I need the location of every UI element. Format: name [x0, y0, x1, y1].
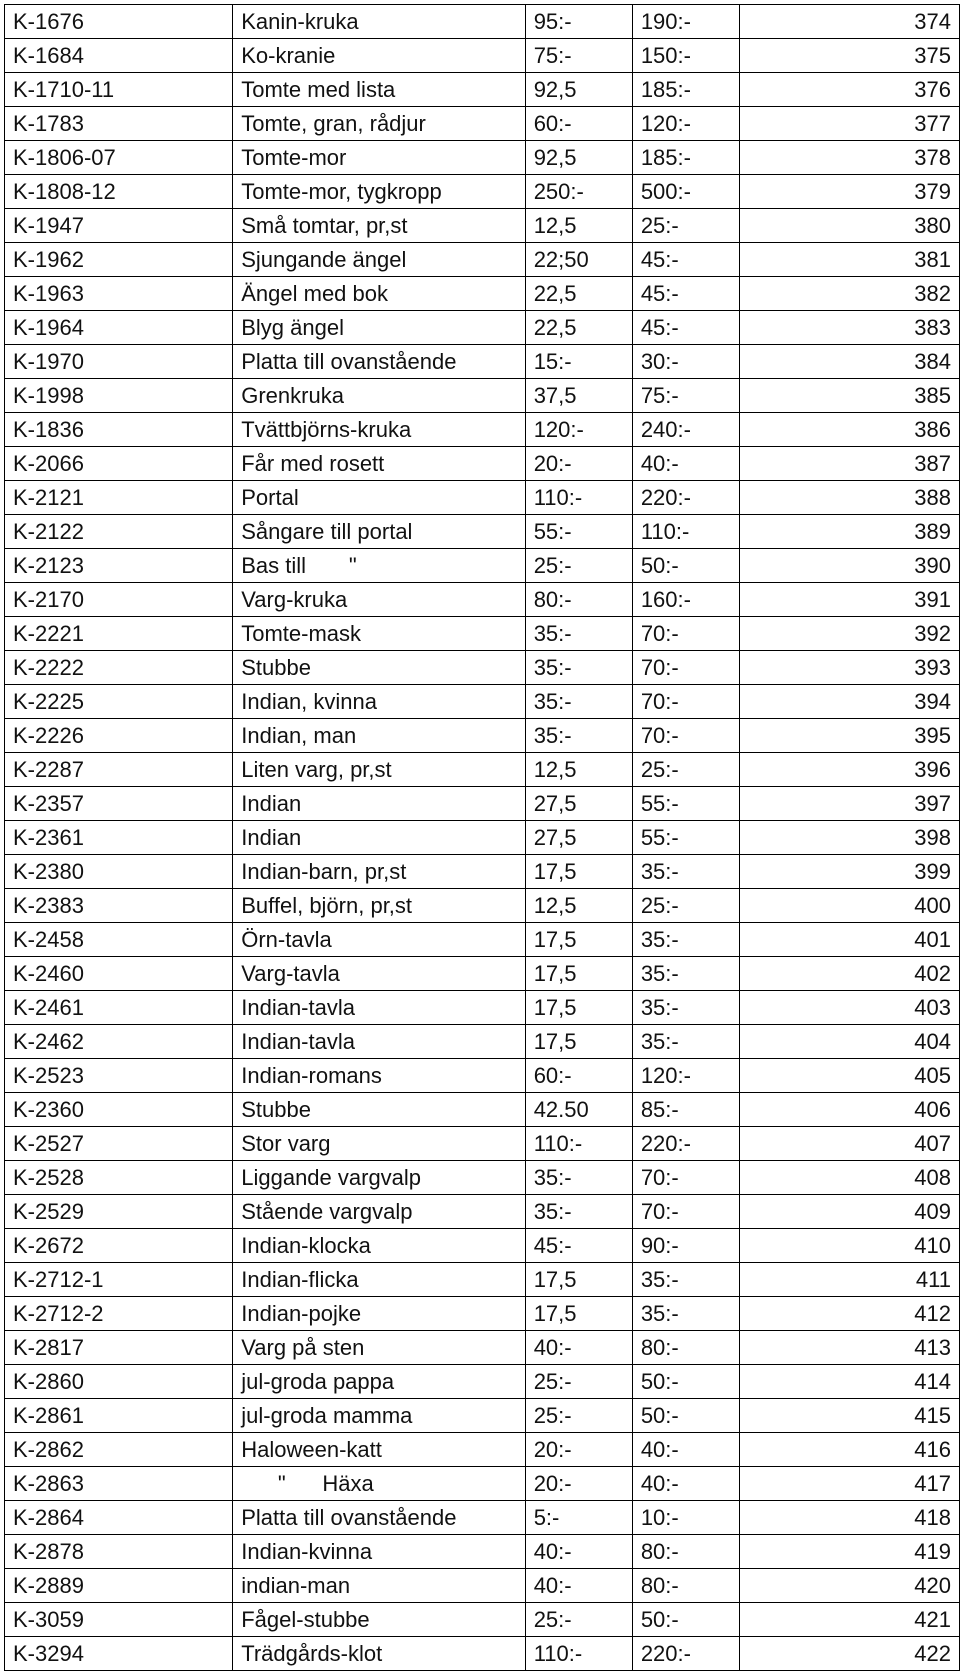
table-row [5, 855, 960, 889]
article-number: K-2121 [5, 481, 233, 515]
table-row [5, 991, 960, 1025]
article-number: K-1783 [5, 107, 233, 141]
table-row [5, 141, 960, 175]
price-1: 35:- [525, 719, 632, 753]
item-description: Stubbe [233, 651, 525, 685]
page-number: 375 [739, 39, 959, 73]
table-row [5, 1195, 960, 1229]
item-description: Indian, man [233, 719, 525, 753]
price-1: 27,5 [525, 821, 632, 855]
article-number: K-2222 [5, 651, 233, 685]
item-description: Platta till ovanstående [233, 345, 525, 379]
table-row [5, 1331, 960, 1365]
article-number: K-2712-1 [5, 1263, 233, 1297]
table-row [5, 1059, 960, 1093]
item-description: Tomte-mor [233, 141, 525, 175]
price-1: 92,5 [525, 141, 632, 175]
price-2: 35:- [632, 923, 739, 957]
page-number: 402 [739, 957, 959, 991]
item-description: " Häxa [233, 1467, 525, 1501]
item-description: Tvättbjörns-kruka [233, 413, 525, 447]
page-number: 383 [739, 311, 959, 345]
price-1: 120:- [525, 413, 632, 447]
page-number: 417 [739, 1467, 959, 1501]
page-number: 387 [739, 447, 959, 481]
price-2: 45:- [632, 243, 739, 277]
price-1: 22,5 [525, 311, 632, 345]
page-number: 393 [739, 651, 959, 685]
price-2: 70:- [632, 1161, 739, 1195]
item-description: Indian [233, 821, 525, 855]
item-description: Blyg ängel [233, 311, 525, 345]
item-description: Grenkruka [233, 379, 525, 413]
price-1: 45:- [525, 1229, 632, 1263]
table-row [5, 1399, 960, 1433]
item-description: Stor varg [233, 1127, 525, 1161]
table-row [5, 1365, 960, 1399]
table-row [5, 583, 960, 617]
item-description: Bas till " [233, 549, 525, 583]
page-number: 376 [739, 73, 959, 107]
table-row [5, 1603, 960, 1637]
page-number: 413 [739, 1331, 959, 1365]
article-number: K-2863 [5, 1467, 233, 1501]
price-1: 75:- [525, 39, 632, 73]
price-2: 70:- [632, 651, 739, 685]
item-description: Sjungande ängel [233, 243, 525, 277]
article-number: K-2221 [5, 617, 233, 651]
item-description: Indian-kvinna [233, 1535, 525, 1569]
table-row [5, 753, 960, 787]
item-description: Små tomtar, pr,st [233, 209, 525, 243]
article-number: K-2529 [5, 1195, 233, 1229]
price-2: 40:- [632, 447, 739, 481]
table-row [5, 1297, 960, 1331]
item-description: Tomte-mask [233, 617, 525, 651]
price-1: 20:- [525, 447, 632, 481]
item-description: Indian-flicka [233, 1263, 525, 1297]
price-2: 40:- [632, 1467, 739, 1501]
price-2: 70:- [632, 617, 739, 651]
price-1: 40:- [525, 1331, 632, 1365]
price-2: 110:- [632, 515, 739, 549]
article-number: K-1964 [5, 311, 233, 345]
article-number: K-2287 [5, 753, 233, 787]
table-row [5, 1229, 960, 1263]
price-1: 25:- [525, 549, 632, 583]
item-description: Tomte-mor, tygkropp [233, 175, 525, 209]
table-row [5, 277, 960, 311]
page-number: 378 [739, 141, 959, 175]
page-number: 408 [739, 1161, 959, 1195]
table-row [5, 1637, 960, 1671]
price-2: 220:- [632, 1637, 739, 1671]
item-description: Buffel, björn, pr,st [233, 889, 525, 923]
table-row [5, 73, 960, 107]
page-number: 399 [739, 855, 959, 889]
table-row [5, 923, 960, 957]
price-1: 40:- [525, 1569, 632, 1603]
page-number: 400 [739, 889, 959, 923]
item-description: jul-groda mamma [233, 1399, 525, 1433]
price-2: 55:- [632, 787, 739, 821]
page-number: 412 [739, 1297, 959, 1331]
item-description: indian-man [233, 1569, 525, 1603]
table-row [5, 1127, 960, 1161]
article-number: K-2170 [5, 583, 233, 617]
price-1: 40:- [525, 1535, 632, 1569]
article-number: K-2458 [5, 923, 233, 957]
table-row [5, 1467, 960, 1501]
item-description: Indian-barn, pr,st [233, 855, 525, 889]
price-1: 17,5 [525, 1297, 632, 1331]
price-1: 25:- [525, 1365, 632, 1399]
page-number: 396 [739, 753, 959, 787]
page-number: 394 [739, 685, 959, 719]
price-1: 37,5 [525, 379, 632, 413]
article-number: K-2864 [5, 1501, 233, 1535]
price-1: 95:- [525, 5, 632, 39]
item-description: Får med rosett [233, 447, 525, 481]
table-row [5, 1535, 960, 1569]
price-2: 25:- [632, 889, 739, 923]
item-description: Trädgårds-klot [233, 1637, 525, 1671]
price-1: 92,5 [525, 73, 632, 107]
table-row [5, 617, 960, 651]
page-number: 379 [739, 175, 959, 209]
page-number: 384 [739, 345, 959, 379]
table-row [5, 379, 960, 413]
article-number: K-2460 [5, 957, 233, 991]
price-2: 150:- [632, 39, 739, 73]
item-description: Tomte med lista [233, 73, 525, 107]
article-number: K-1998 [5, 379, 233, 413]
price-2: 160:- [632, 583, 739, 617]
price-2: 55:- [632, 821, 739, 855]
page-number: 386 [739, 413, 959, 447]
price-2: 80:- [632, 1535, 739, 1569]
table-row [5, 1093, 960, 1127]
table-row [5, 447, 960, 481]
item-description: Indian-pojke [233, 1297, 525, 1331]
price-2: 190:- [632, 5, 739, 39]
price-2: 35:- [632, 957, 739, 991]
table-row [5, 549, 960, 583]
article-number: K-1808-12 [5, 175, 233, 209]
price-1: 20:- [525, 1433, 632, 1467]
table-row [5, 651, 960, 685]
price-2: 240:- [632, 413, 739, 447]
page-number: 410 [739, 1229, 959, 1263]
item-description: Indian, kvinna [233, 685, 525, 719]
article-number: K-1710-11 [5, 73, 233, 107]
page-number: 416 [739, 1433, 959, 1467]
table-row [5, 719, 960, 753]
article-number: K-2712-2 [5, 1297, 233, 1331]
page-number: 397 [739, 787, 959, 821]
price-1: 5:- [525, 1501, 632, 1535]
article-number: K-2672 [5, 1229, 233, 1263]
article-number: K-2122 [5, 515, 233, 549]
price-2: 25:- [632, 209, 739, 243]
item-description: Haloween-katt [233, 1433, 525, 1467]
page-number: 389 [739, 515, 959, 549]
price-2: 35:- [632, 1263, 739, 1297]
table-row [5, 175, 960, 209]
table-row [5, 1501, 960, 1535]
price-1: 250:- [525, 175, 632, 209]
item-description: Sångare till portal [233, 515, 525, 549]
price-1: 35:- [525, 617, 632, 651]
page-number: 405 [739, 1059, 959, 1093]
page-number: 422 [739, 1637, 959, 1671]
item-description: Ko-kranie [233, 39, 525, 73]
price-2: 220:- [632, 481, 739, 515]
price-2: 35:- [632, 1025, 739, 1059]
price-2: 10:- [632, 1501, 739, 1535]
price-2: 70:- [632, 685, 739, 719]
price-2: 90:- [632, 1229, 739, 1263]
price-2: 70:- [632, 1195, 739, 1229]
table-row [5, 1263, 960, 1297]
table-row [5, 957, 960, 991]
article-number: K-2528 [5, 1161, 233, 1195]
article-number: K-2461 [5, 991, 233, 1025]
price-1: 35:- [525, 651, 632, 685]
item-description: Liten varg, pr,st [233, 753, 525, 787]
price-2: 35:- [632, 1297, 739, 1331]
price-1: 80:- [525, 583, 632, 617]
item-description: Örn-tavla [233, 923, 525, 957]
item-description: Fågel-stubbe [233, 1603, 525, 1637]
table-row [5, 1025, 960, 1059]
article-number: K-2860 [5, 1365, 233, 1399]
page-number: 414 [739, 1365, 959, 1399]
item-description: jul-groda pappa [233, 1365, 525, 1399]
article-number: K-2226 [5, 719, 233, 753]
page-number: 388 [739, 481, 959, 515]
price-2: 25:- [632, 753, 739, 787]
item-description: Indian-romans [233, 1059, 525, 1093]
article-number: K-2123 [5, 549, 233, 583]
table-row [5, 787, 960, 821]
price-2: 185:- [632, 141, 739, 175]
article-number: K-2523 [5, 1059, 233, 1093]
price-2: 50:- [632, 1399, 739, 1433]
item-description: Indian [233, 787, 525, 821]
price-2: 35:- [632, 855, 739, 889]
price-table [4, 4, 960, 1671]
article-number: K-2527 [5, 1127, 233, 1161]
table-row [5, 107, 960, 141]
price-1: 12,5 [525, 889, 632, 923]
article-number: K-2878 [5, 1535, 233, 1569]
article-number: K-3294 [5, 1637, 233, 1671]
price-1: 110:- [525, 481, 632, 515]
price-2: 120:- [632, 1059, 739, 1093]
price-2: 50:- [632, 549, 739, 583]
article-number: K-1684 [5, 39, 233, 73]
price-2: 40:- [632, 1433, 739, 1467]
item-description: Varg på sten [233, 1331, 525, 1365]
item-description: Liggande vargvalp [233, 1161, 525, 1195]
item-description: Stående vargvalp [233, 1195, 525, 1229]
item-description: Ängel med bok [233, 277, 525, 311]
page-number: 419 [739, 1535, 959, 1569]
page-number: 374 [739, 5, 959, 39]
page-number: 391 [739, 583, 959, 617]
page-number: 407 [739, 1127, 959, 1161]
table-row [5, 515, 960, 549]
price-1: 15:- [525, 345, 632, 379]
page-number: 415 [739, 1399, 959, 1433]
table-row [5, 5, 960, 39]
item-description: Varg-tavla [233, 957, 525, 991]
article-number: K-2383 [5, 889, 233, 923]
table-row [5, 243, 960, 277]
price-2: 120:- [632, 107, 739, 141]
table-row [5, 209, 960, 243]
page-number: 377 [739, 107, 959, 141]
price-1: 17,5 [525, 991, 632, 1025]
price-1: 22;50 [525, 243, 632, 277]
article-number: K-1806-07 [5, 141, 233, 175]
page-number: 411 [739, 1263, 959, 1297]
article-number: K-1970 [5, 345, 233, 379]
item-description: Platta till ovanstående [233, 1501, 525, 1535]
page-number: 409 [739, 1195, 959, 1229]
article-number: K-3059 [5, 1603, 233, 1637]
price-1: 25:- [525, 1399, 632, 1433]
item-description: Kanin-kruka [233, 5, 525, 39]
price-1: 12,5 [525, 753, 632, 787]
item-description: Indian-tavla [233, 991, 525, 1025]
price-2: 80:- [632, 1569, 739, 1603]
price-1: 55:- [525, 515, 632, 549]
price-1: 60:- [525, 107, 632, 141]
price-1: 25:- [525, 1603, 632, 1637]
price-2: 80:- [632, 1331, 739, 1365]
price-1: 17,5 [525, 1263, 632, 1297]
item-description: Indian-klocka [233, 1229, 525, 1263]
price-2: 50:- [632, 1365, 739, 1399]
price-2: 30:- [632, 345, 739, 379]
price-table-body [5, 5, 960, 1671]
price-1: 60:- [525, 1059, 632, 1093]
article-number: K-1947 [5, 209, 233, 243]
article-number: K-2357 [5, 787, 233, 821]
table-row [5, 1433, 960, 1467]
page-number: 392 [739, 617, 959, 651]
table-row [5, 413, 960, 447]
table-row [5, 39, 960, 73]
price-1: 110:- [525, 1127, 632, 1161]
page-number: 395 [739, 719, 959, 753]
table-row [5, 345, 960, 379]
table-row [5, 685, 960, 719]
page-number: 380 [739, 209, 959, 243]
price-1: 17,5 [525, 923, 632, 957]
article-number: K-2066 [5, 447, 233, 481]
price-2: 70:- [632, 719, 739, 753]
page-number: 404 [739, 1025, 959, 1059]
page-number: 382 [739, 277, 959, 311]
price-1: 42.50 [525, 1093, 632, 1127]
price-2: 185:- [632, 73, 739, 107]
page-number: 398 [739, 821, 959, 855]
page-number: 385 [739, 379, 959, 413]
price-1: 27,5 [525, 787, 632, 821]
price-1: 22,5 [525, 277, 632, 311]
price-1: 17,5 [525, 855, 632, 889]
price-1: 20:- [525, 1467, 632, 1501]
price-2: 85:- [632, 1093, 739, 1127]
article-number: K-2861 [5, 1399, 233, 1433]
article-number: K-2862 [5, 1433, 233, 1467]
page-number: 418 [739, 1501, 959, 1535]
article-number: K-2380 [5, 855, 233, 889]
price-2: 75:- [632, 379, 739, 413]
page-number: 401 [739, 923, 959, 957]
price-1: 110:- [525, 1637, 632, 1671]
table-row [5, 1569, 960, 1603]
article-number: K-2361 [5, 821, 233, 855]
article-number: K-1962 [5, 243, 233, 277]
price-1: 35:- [525, 1195, 632, 1229]
page-number: 390 [739, 549, 959, 583]
table-row [5, 311, 960, 345]
page-number: 406 [739, 1093, 959, 1127]
price-2: 500:- [632, 175, 739, 209]
price-2: 220:- [632, 1127, 739, 1161]
article-number: K-1836 [5, 413, 233, 447]
page-number: 420 [739, 1569, 959, 1603]
table-row [5, 821, 960, 855]
price-1: 17,5 [525, 1025, 632, 1059]
table-row [5, 1161, 960, 1195]
price-2: 45:- [632, 311, 739, 345]
price-2: 50:- [632, 1603, 739, 1637]
price-2: 45:- [632, 277, 739, 311]
page-number: 421 [739, 1603, 959, 1637]
page-number: 403 [739, 991, 959, 1025]
item-description: Varg-kruka [233, 583, 525, 617]
price-1: 35:- [525, 685, 632, 719]
article-number: K-2462 [5, 1025, 233, 1059]
article-number: K-2817 [5, 1331, 233, 1365]
item-description: Stubbe [233, 1093, 525, 1127]
article-number: K-2225 [5, 685, 233, 719]
article-number: K-1963 [5, 277, 233, 311]
price-1: 12,5 [525, 209, 632, 243]
item-description: Tomte, gran, rådjur [233, 107, 525, 141]
table-row [5, 889, 960, 923]
article-number: K-1676 [5, 5, 233, 39]
page-number: 381 [739, 243, 959, 277]
article-number: K-2889 [5, 1569, 233, 1603]
table-row [5, 481, 960, 515]
item-description: Indian-tavla [233, 1025, 525, 1059]
price-1: 35:- [525, 1161, 632, 1195]
item-description: Portal [233, 481, 525, 515]
article-number: K-2360 [5, 1093, 233, 1127]
price-2: 35:- [632, 991, 739, 1025]
price-1: 17,5 [525, 957, 632, 991]
